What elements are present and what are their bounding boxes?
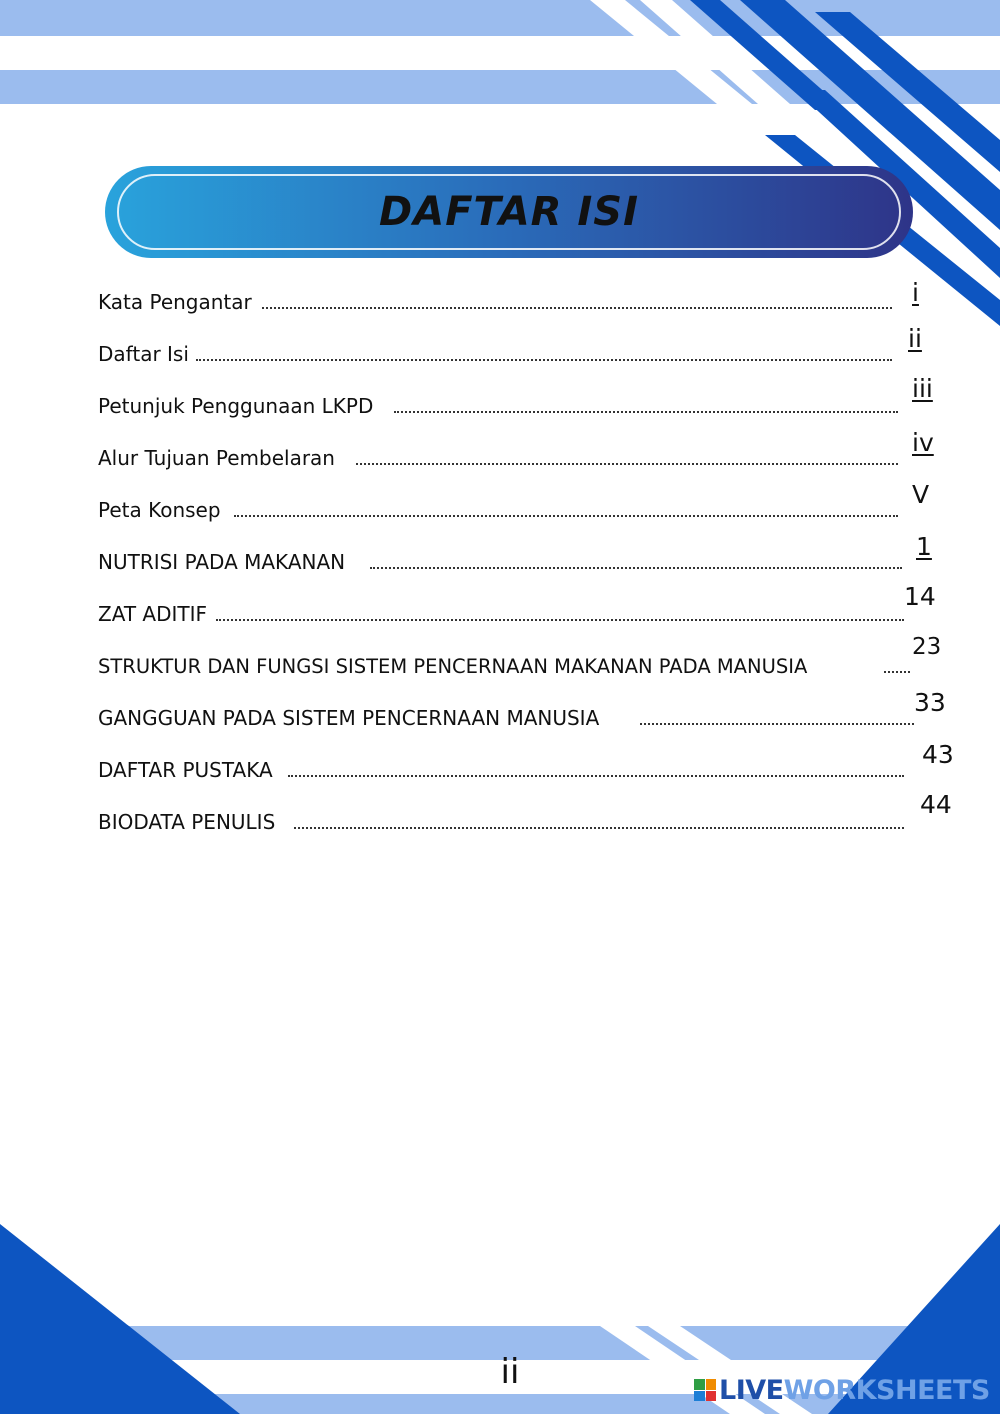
toc-row[interactable]	[98, 790, 952, 834]
toc-entry-page[interactable]: iv	[912, 428, 934, 457]
toc-leader-dots	[370, 567, 902, 569]
toc-leader-dots	[288, 775, 904, 777]
toc-leader-dots	[196, 359, 892, 361]
toc-row[interactable]	[98, 740, 954, 782]
toc-entry-page[interactable]: iii	[912, 374, 933, 403]
toc-entry-label: Kata Pengantar	[98, 290, 252, 314]
toc-row[interactable]	[98, 374, 933, 418]
toc-entry-label: ZAT ADITIF	[98, 602, 208, 626]
logo-text-worksheets: WORKSHEETS	[783, 1374, 990, 1406]
heading-banner	[105, 166, 913, 258]
toc-entry-page[interactable]: 43	[922, 740, 954, 769]
toc-entry-page[interactable]	[904, 582, 936, 611]
toc-row[interactable]	[98, 688, 946, 730]
toc-entry-label: BIODATA PENULIS	[98, 810, 276, 834]
toc-entry-label: Alur Tujuan Pembelaran	[98, 446, 335, 470]
toc-entry-page[interactable]: V	[912, 480, 930, 509]
toc-entry-page[interactable]: 33	[914, 688, 946, 717]
liveworksheets-logo-icon	[694, 1379, 716, 1401]
toc-row[interactable]	[98, 480, 930, 522]
toc-entry-page-text: 14	[904, 582, 936, 611]
toc-entry-page[interactable]: 23	[912, 634, 942, 660]
toc-entry-page[interactable]: ii	[908, 324, 922, 353]
bottom-left-triangle	[0, 1224, 240, 1414]
toc-entry-page-underlined	[904, 582, 936, 611]
page-title: DAFTAR ISI	[379, 189, 639, 235]
toc-row[interactable]	[98, 278, 919, 314]
logo-text-live: LIVE	[719, 1374, 784, 1406]
toc-leader-dots	[216, 619, 904, 621]
toc-row[interactable]	[98, 428, 934, 470]
toc-leader-dots	[262, 307, 892, 309]
toc-entry-page[interactable]: 1	[916, 532, 932, 561]
toc-entry-page[interactable]: 44	[920, 790, 952, 819]
toc-entry-label: Daftar Isi	[98, 342, 189, 366]
toc-leader-dots	[640, 723, 914, 725]
toc-row[interactable]	[98, 634, 942, 678]
toc-entry-label: Petunjuk Penggunaan LKPD	[98, 394, 374, 418]
liveworksheets-logo[interactable]	[694, 1372, 990, 1408]
toc-entry-label: NUTRISI PADA MAKANAN	[98, 550, 346, 574]
toc-row[interactable]	[98, 324, 922, 366]
toc-leader-dots	[884, 671, 910, 673]
toc-leader-dots	[294, 827, 904, 829]
toc-entry-page[interactable]: i	[912, 278, 919, 307]
page-number: ii	[500, 1352, 520, 1392]
toc-leader-dots	[234, 515, 898, 517]
toc-entry-label: GANGGUAN PADA SISTEM PENCERNAAN MANUSIA	[98, 706, 600, 730]
toc-entry-label: DAFTAR PUSTAKA	[98, 758, 273, 782]
toc-row[interactable]	[98, 582, 936, 626]
toc-entry-label: Peta Konsep	[98, 498, 221, 522]
toc-leader-dots	[394, 411, 898, 413]
toc-leader-dots	[356, 463, 898, 465]
toc-row[interactable]	[98, 532, 932, 574]
toc-entry-label: STRUKTUR DAN FUNGSI SISTEM PENCERNAAN MAKANAN PADA MANUSIA	[98, 655, 808, 678]
